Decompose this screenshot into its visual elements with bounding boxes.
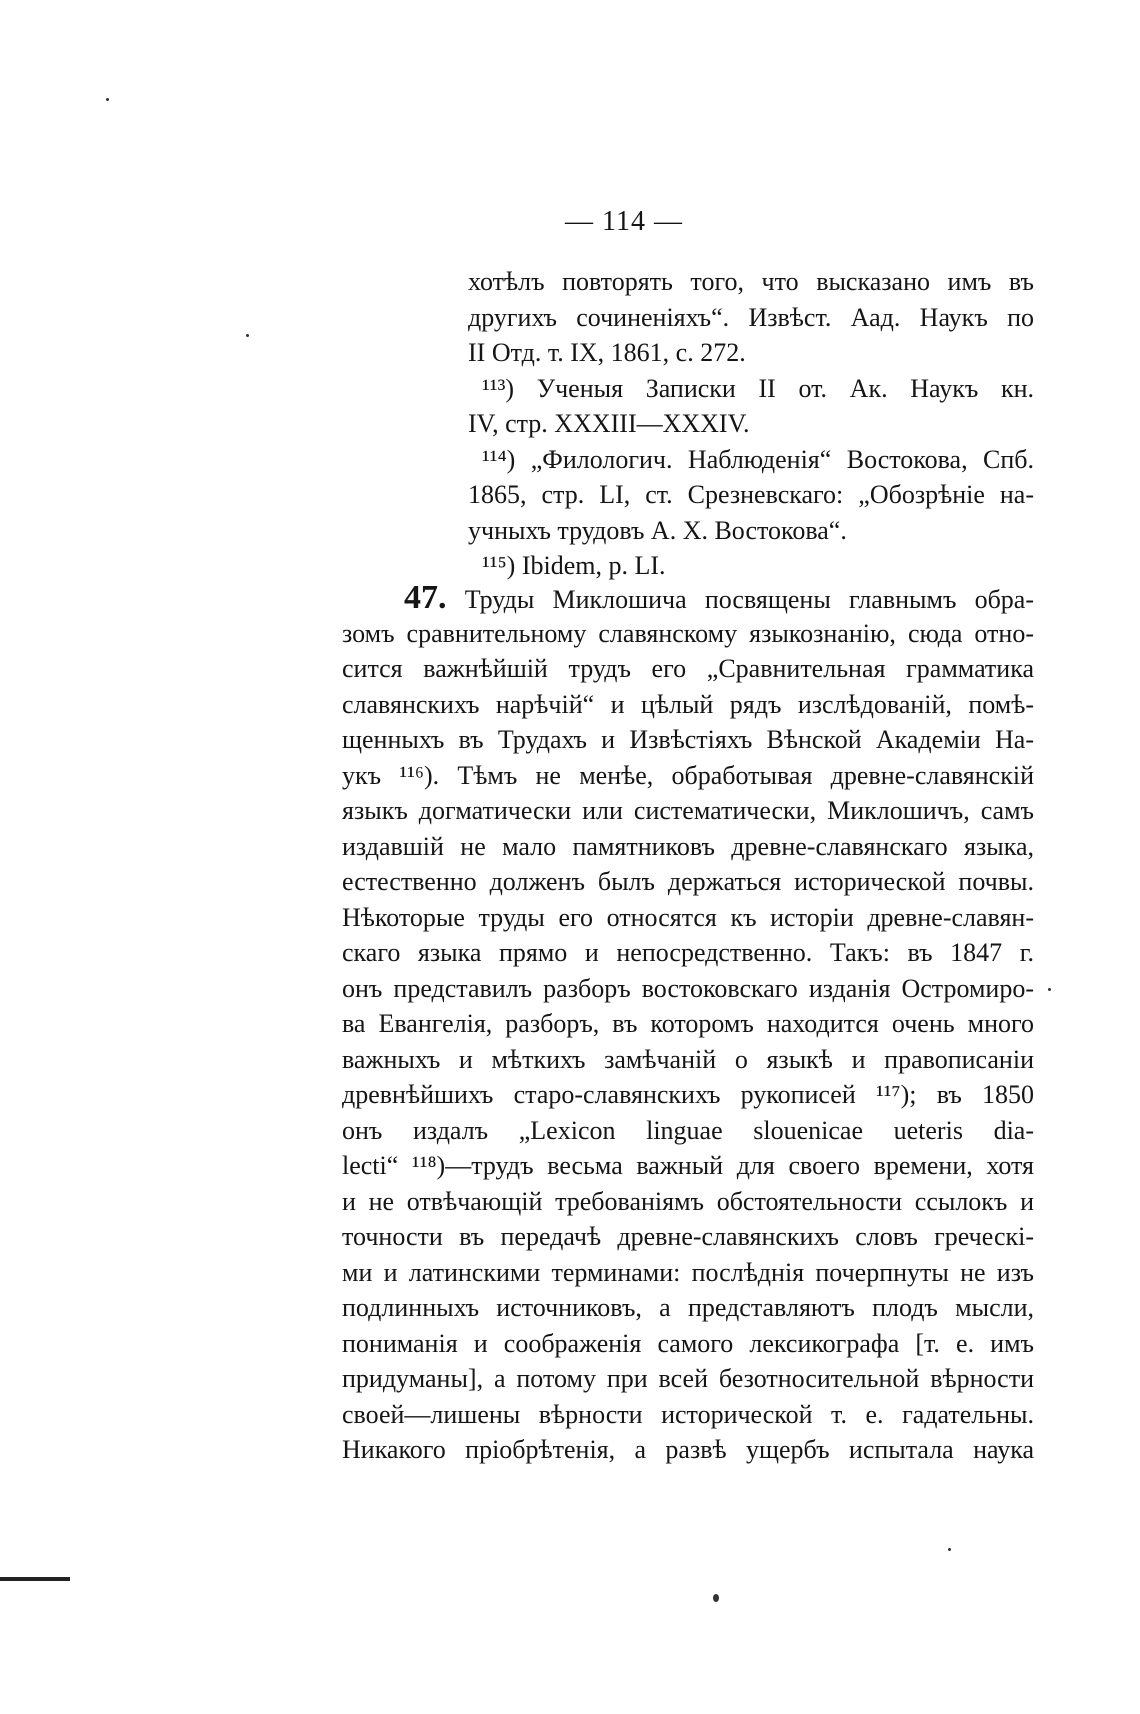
paragraph-line: славянскихъ нарѣчій“ и цѣлый рядъ изслѣдованій, помѣ- xyxy=(342,689,1034,719)
first-line-text: Труды Миклошича посвящены главнымъ обра- xyxy=(464,585,1035,614)
paragraph-line: и не отвѣчающій требованіямъ обстоятельности ссылокъ и xyxy=(342,1186,1034,1216)
paragraph-line: подлинныхъ источниковъ, а представляютъ плодъ мысли, xyxy=(342,1293,1034,1322)
footnote-line: II Отд. т. IX, 1861, с. 272. xyxy=(468,338,746,367)
paragraph-line: издавшій не мало памятниковъ древне-славянскаго языка, xyxy=(342,831,1034,861)
paragraph-line: придуманы], а потому при всей безотносительной вѣрности xyxy=(342,1364,1034,1393)
paragraph-line: зомъ сравнительному славянскому языкознанію, сюда отно- xyxy=(342,618,1034,648)
scan-speck xyxy=(713,1594,719,1602)
paragraph-first-line xyxy=(342,580,1034,616)
paragraph-line: пониманія и соображенія самого лексикографа [т. е. имъ xyxy=(342,1328,1034,1358)
paragraph-line: сится важнѣйшій трудъ его „Сравнительная грамматика xyxy=(342,654,1034,683)
scan-dash-mark xyxy=(0,1577,70,1581)
paragraph-line: щенныхъ въ Трудахъ и Извѣстіяхъ Вѣнской Академіи На- xyxy=(342,725,1034,754)
footnote-115: ¹¹⁵) Ibidem, p. LI. xyxy=(482,551,666,580)
paragraph-line: скаго языка прямо и непосредственно. Такъ: въ 1847 г. xyxy=(342,938,1034,967)
scan-speck xyxy=(106,98,109,101)
paragraph-line: древнѣйшихъ старо-славянскихъ рукописей ¹¹⁷); въ 1850 xyxy=(342,1080,1034,1109)
footnote-line: учныхъ трудовъ А. Х. Востокова“. xyxy=(468,515,847,545)
scan-speck xyxy=(246,334,249,337)
paragraph-line: ми и латинскими терминами: послѣднія почерпнуты не изъ xyxy=(342,1257,1034,1287)
paragraph-line: точности въ передачѣ древне-славянскихъ словъ греческі- xyxy=(342,1222,1034,1251)
paragraph-line: важныхъ и мѣткихъ замѣчаній о языкѣ и правописаніи xyxy=(342,1044,1034,1074)
paragraph-line: Никакого пріобрѣтенія, а развѣ ущербъ испытала наука xyxy=(342,1435,1034,1464)
scan-speck xyxy=(1048,988,1051,991)
footnote-line: другихъ сочиненіяхъ“. Извѣст. Аад. Наукъ по xyxy=(468,302,1034,332)
footnote-line: IV, стр. XXXIII—XXXIV. xyxy=(468,409,750,438)
footnote-114: ¹¹⁴) „Филологич. Наблюденія“ Востокова, Спб. xyxy=(482,444,1034,474)
footnote-line: 1865, стр. LI, ст. Срезневскаго: „Обозрѣніе на- xyxy=(468,480,1034,509)
paragraph-line: онъ представилъ разборъ востоковскаго изданія Остромиро- xyxy=(342,973,1034,1003)
paragraph-line: языкъ догматически или систематически, Миклошичъ, самъ xyxy=(342,796,1034,825)
paragraph-line: ва Евангелія, разборъ, въ которомъ находится очень много xyxy=(342,1009,1034,1038)
paragraph-line: онъ издалъ „Lexicon linguae slouenicae ueteris dia- xyxy=(342,1115,1034,1145)
section-47-text xyxy=(342,580,1034,1468)
paragraph-line: Нѣкоторые труды его относятся къ исторіи древне-славян- xyxy=(342,902,1034,932)
footnotes-block xyxy=(468,264,1034,584)
footnote-113: ¹¹³) Ученыя Записки II от. Ак. Наукъ кн. xyxy=(482,373,1034,403)
paragraph-line: естественно долженъ былъ держаться исторической почвы. xyxy=(342,867,1034,896)
scan-speck xyxy=(948,1548,951,1551)
paragraph-line: укъ ¹¹⁶). Тѣмъ не менѣе, обработывая древне-славянскій xyxy=(342,760,1034,790)
page-number: — 114 — xyxy=(565,206,683,237)
footnote-line: хотѣлъ повторять того, что высказано имъ въ xyxy=(468,267,1034,296)
section-number: 47. xyxy=(404,579,447,616)
paragraph-line: своей—лишены вѣрности исторической т. е. гадательны. xyxy=(342,1399,1034,1429)
paragraph-line: lecti“ ¹¹⁸)—трудъ весьма важный для своего времени, хотя xyxy=(342,1151,1034,1180)
